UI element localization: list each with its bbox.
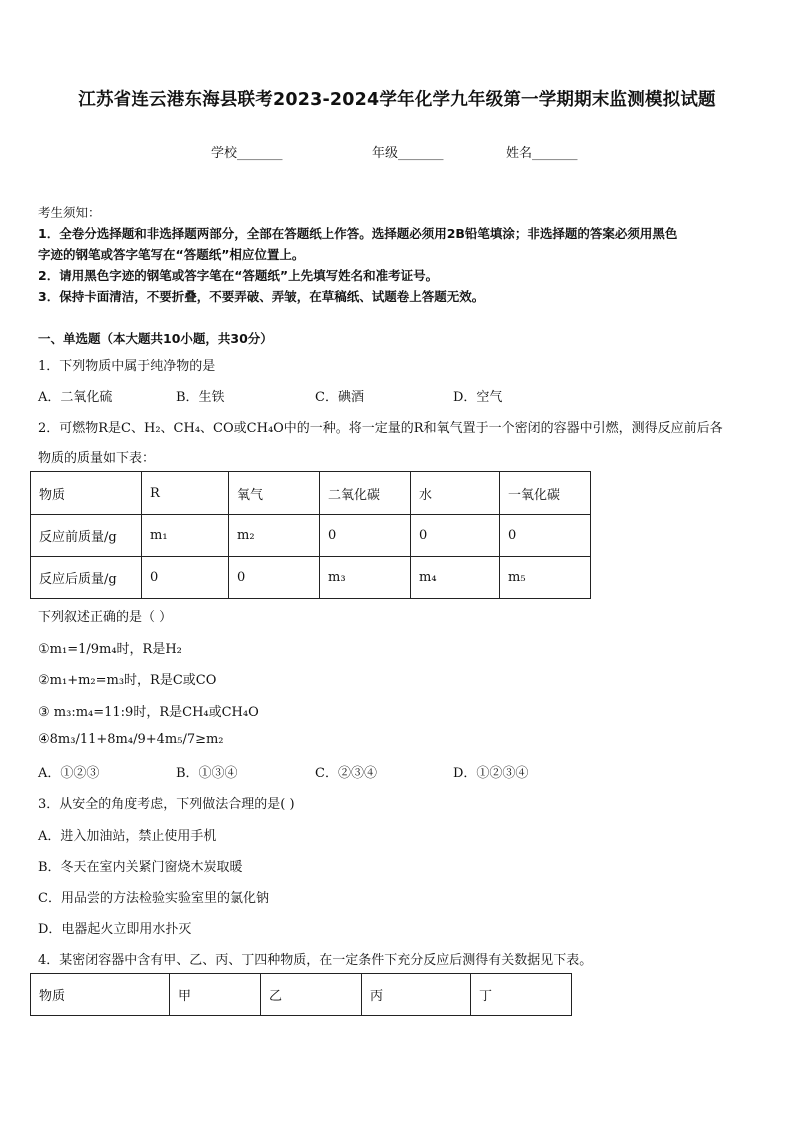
q3-option-c: C．用品尝的方法检验实验室里的氯化钠 [38, 891, 269, 906]
q1-stem: 1．下列物质中属于纯净物的是 [38, 359, 216, 374]
table-cell: 0 [500, 515, 591, 557]
q2-statement-4: ④8m₃/11+8m₄/9+4m₅/7≥m₂ [38, 732, 224, 747]
table-cell: 甲 [170, 974, 261, 1016]
table-cell: m₁ [142, 515, 229, 557]
table-cell: 乙 [261, 974, 362, 1016]
q1-option-d: D．空气 [453, 390, 503, 405]
table-cell: 0 [411, 515, 500, 557]
q4-stem: 4．某密闭容器中含有甲、乙、丙、丁四种物质，在一定条件下充分反应后测得有关数据见下表。 [38, 953, 593, 968]
table-row [31, 557, 591, 599]
notice-item-1: 1．全卷分选择题和非选择题两部分，全部在答题纸上作答。选择题必须用2B铅笔填涂；非选择题的答案必须用黑色 [38, 226, 678, 241]
q2-option-a: A．①②③ [38, 766, 100, 781]
notice-item-1-cont: 字迹的钢笔或答字笔写在“答题纸”相应位置上。 [38, 247, 305, 262]
table-cell: m₃ [320, 557, 411, 599]
table-cell: 0 [229, 557, 320, 599]
table-cell: 一氧化碳 [500, 472, 591, 515]
q2-stem-line2: 物质的质量如下表： [38, 451, 156, 466]
q2-option-c: C．②③④ [315, 766, 377, 781]
school-field: 学校_______ [211, 146, 283, 161]
notice-heading: 考生须知： [38, 205, 101, 220]
grade-field: 年级_______ [372, 146, 444, 161]
q2-table [30, 471, 591, 599]
table-cell: 丙 [362, 974, 471, 1016]
exam-title: 江苏省连云港东海县联考2023-2024学年化学九年级第一学期期末监测模拟试题 [78, 90, 716, 110]
table-cell: 反应前质量/g [31, 515, 142, 557]
table-cell: 0 [142, 557, 229, 599]
table-cell: m₅ [500, 557, 591, 599]
table-cell: 丁 [471, 974, 572, 1016]
table-cell: 氧气 [229, 472, 320, 515]
table-cell: m₄ [411, 557, 500, 599]
notice-item-3: 3．保持卡面清洁，不要折叠，不要弄破、弄皱，在草稿纸、试题卷上答题无效。 [38, 289, 485, 304]
table-cell: 水 [411, 472, 500, 515]
table-cell: R [142, 472, 229, 515]
q1-option-a: A．二氧化硫 [38, 390, 113, 405]
q2-stem-line1: 2．可燃物R是C、H₂、CH₄、CO或CH₄O中的一种。将一定量的R和氧气置于一个密闭的容器中引燃，测得反应前后各 [38, 421, 723, 436]
q4-table [30, 973, 572, 1016]
notice-item-2: 2．请用黑色字迹的钢笔或答字笔在“答题纸”上先填写姓名和准考证号。 [38, 268, 439, 283]
table-header-row [31, 472, 591, 515]
q1-option-b: B．生铁 [176, 390, 225, 405]
table-cell: m₂ [229, 515, 320, 557]
q2-prompt: 下列叙述正确的是（ ） [38, 610, 173, 625]
table-row [31, 515, 591, 557]
table-cell: 物质 [31, 472, 142, 515]
q3-option-a: A．进入加油站，禁止使用手机 [38, 829, 217, 844]
table-cell: 反应后质量/g [31, 557, 142, 599]
q2-option-d: D．①②③④ [453, 766, 529, 781]
section-heading: 一、单选题（本大题共10小题，共30分） [38, 331, 273, 346]
table-cell: 物质 [31, 974, 170, 1016]
q2-statement-3: ③ m₃:m₄=11:9时，R是CH₄或CH₄O [38, 705, 259, 720]
q3-option-b: B．冬天在室内关紧门窗烧木炭取暖 [38, 860, 243, 875]
q3-option-d: D．电器起火立即用水扑灭 [38, 922, 192, 937]
q3-stem: 3．从安全的角度考虑，下列做法合理的是( ) [38, 797, 295, 812]
q2-statement-1: ①m₁=1/9m₄时，R是H₂ [38, 642, 182, 657]
table-cell: 二氧化碳 [320, 472, 411, 515]
q2-statement-2: ②m₁+m₂=m₃时，R是C或CO [38, 673, 217, 688]
q2-option-b: B．①③④ [176, 766, 238, 781]
table-header-row [31, 974, 572, 1016]
q1-option-c: C．碘酒 [315, 390, 364, 405]
table-cell: 0 [320, 515, 411, 557]
name-field: 姓名_______ [506, 146, 578, 161]
